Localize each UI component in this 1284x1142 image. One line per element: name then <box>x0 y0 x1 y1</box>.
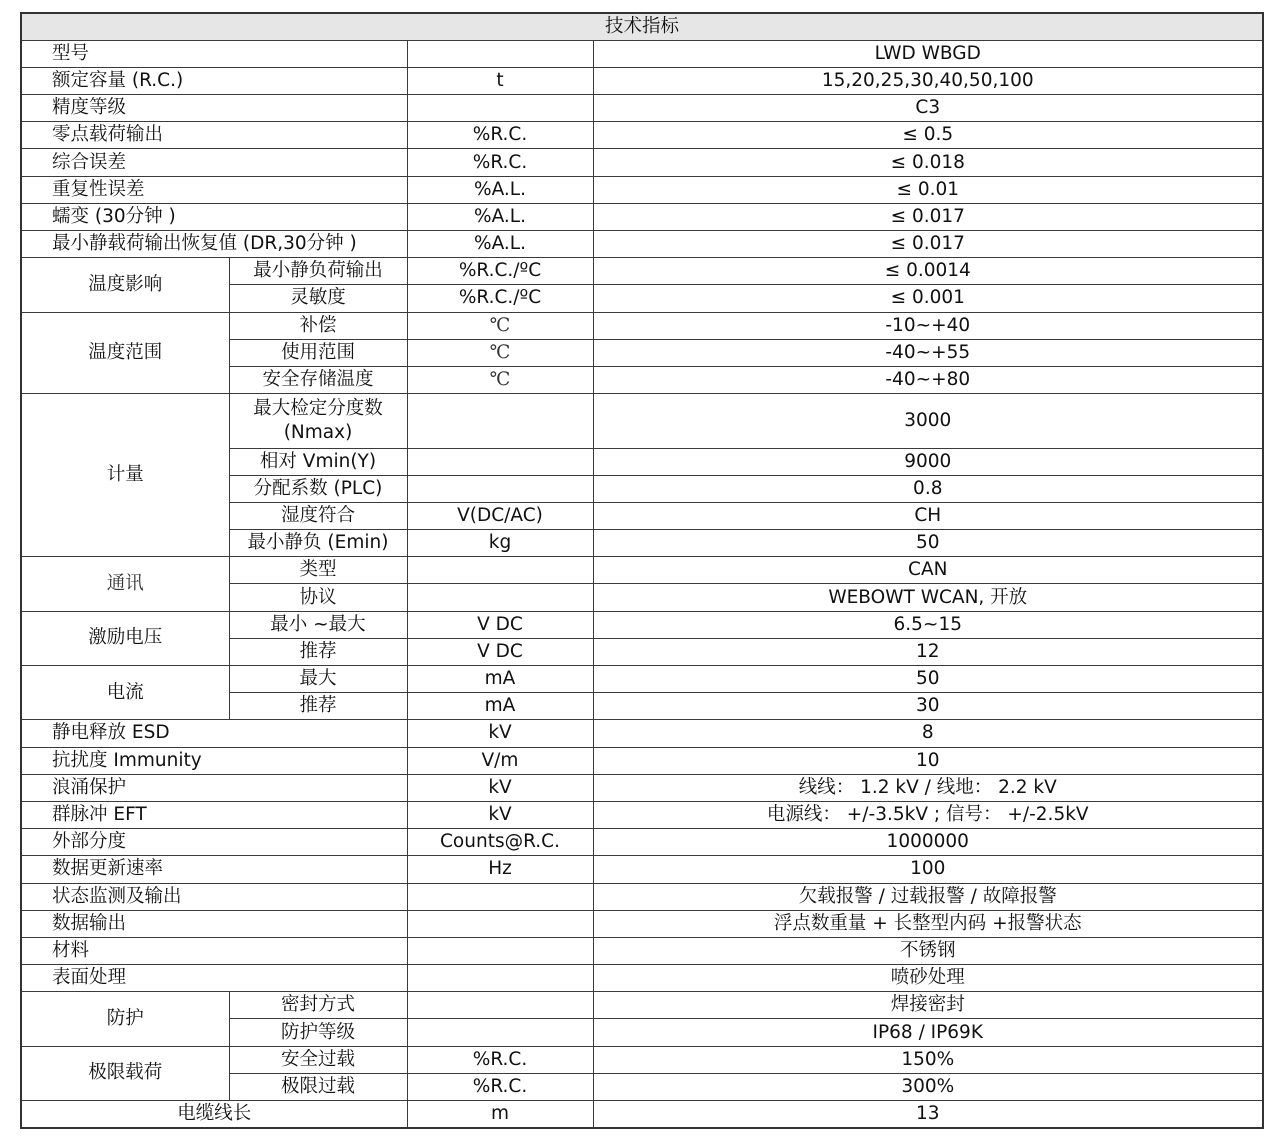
unit-cell <box>407 883 593 910</box>
table-row <box>21 965 1263 992</box>
param-label: 表面处理 <box>21 965 407 992</box>
unit-cell: ℃ <box>407 339 593 366</box>
unit-cell <box>407 937 593 964</box>
value-cell: 焊接密封 <box>593 992 1263 1019</box>
sub-label: 湿度符合 <box>229 502 407 529</box>
value-cell: 6.5~15 <box>593 611 1263 638</box>
table-row <box>21 883 1263 910</box>
sub-label: 最大 <box>229 666 407 693</box>
value-cell: 50 <box>593 666 1263 693</box>
param-label: 最小静载荷输出恢复值 (DR,30分钟 ) <box>21 231 407 258</box>
value-cell: 不锈钢 <box>593 937 1263 964</box>
unit-cell <box>407 40 593 67</box>
unit-cell: V DC <box>407 638 593 665</box>
group-label-excitation: 激励电压 <box>21 611 229 665</box>
unit-cell <box>407 1019 593 1046</box>
value-cell: ≤ 0.018 <box>593 149 1263 176</box>
value-cell: ≤ 0.017 <box>593 231 1263 258</box>
param-label: 静电释放 ESD <box>21 720 407 747</box>
sub-label: 灵敏度 <box>229 285 407 312</box>
unit-cell <box>407 584 593 611</box>
sub-label: 最小静负荷输出 <box>229 258 407 285</box>
unit-cell: V(DC/AC) <box>407 502 593 529</box>
unit-cell: ℃ <box>407 312 593 339</box>
value-cell: 浮点数重量 + 长整型内码 +报警状态 <box>593 910 1263 937</box>
table-row <box>21 149 1263 176</box>
unit-cell: %R.C. <box>407 1073 593 1100</box>
table-row <box>21 67 1263 94</box>
unit-cell: %R.C. <box>407 149 593 176</box>
value-cell: CAN <box>593 557 1263 584</box>
param-label: 电缆线长 <box>21 1101 407 1129</box>
table-row <box>21 611 1263 638</box>
table-row <box>21 910 1263 937</box>
value-cell: -40~+80 <box>593 366 1263 393</box>
param-label: 状态监测及输出 <box>21 883 407 910</box>
unit-cell: %R.C. <box>407 1046 593 1073</box>
value-cell: 10 <box>593 747 1263 774</box>
table-row <box>21 666 1263 693</box>
unit-cell: %R.C./ºC <box>407 285 593 312</box>
group-label-limit-load: 极限载荷 <box>21 1046 229 1100</box>
unit-cell <box>407 557 593 584</box>
sub-label: 分配系数 (PLC) <box>229 475 407 502</box>
unit-cell <box>407 394 593 448</box>
spec-table <box>20 12 1264 1129</box>
param-label: 数据输出 <box>21 910 407 937</box>
table-row <box>21 801 1263 828</box>
unit-cell <box>407 965 593 992</box>
value-cell: 3000 <box>593 394 1263 448</box>
value-cell: 12 <box>593 638 1263 665</box>
value-cell: 300% <box>593 1073 1263 1100</box>
table-row <box>21 720 1263 747</box>
sub-label: 推荐 <box>229 693 407 720</box>
table-row <box>21 829 1263 856</box>
param-label: 数据更新速率 <box>21 856 407 883</box>
unit-cell: %A.L. <box>407 176 593 203</box>
unit-cell: m <box>407 1101 593 1129</box>
param-label: 抗扰度 Immunity <box>21 747 407 774</box>
value-cell: 150% <box>593 1046 1263 1073</box>
table-row <box>21 557 1263 584</box>
param-label: 群脉冲 EFT <box>21 801 407 828</box>
value-cell: 13 <box>593 1101 1263 1129</box>
param-label: 蠕变 (30分钟 ) <box>21 203 407 230</box>
value-cell: ≤ 0.5 <box>593 122 1263 149</box>
sub-label: 补偿 <box>229 312 407 339</box>
unit-cell <box>407 910 593 937</box>
value-cell: 1000000 <box>593 829 1263 856</box>
param-label: 外部分度 <box>21 829 407 856</box>
param-label: 额定容量 (R.C.) <box>21 67 407 94</box>
value-cell: 100 <box>593 856 1263 883</box>
table-row <box>21 1101 1263 1129</box>
unit-cell <box>407 992 593 1019</box>
sub-label: 推荐 <box>229 638 407 665</box>
value-cell: 0.8 <box>593 475 1263 502</box>
table-row <box>21 203 1263 230</box>
group-label-metrology: 计量 <box>21 394 229 557</box>
unit-cell: kV <box>407 774 593 801</box>
table-row <box>21 312 1263 339</box>
value-cell: 30 <box>593 693 1263 720</box>
table-title: 技术指标 <box>21 13 1263 40</box>
unit-cell <box>407 95 593 122</box>
table-row <box>21 122 1263 149</box>
table-row <box>21 394 1263 448</box>
unit-cell: %R.C. <box>407 122 593 149</box>
group-label-protection: 防护 <box>21 992 229 1046</box>
value-cell: -40~+55 <box>593 339 1263 366</box>
sub-label: 最小 ~最大 <box>229 611 407 638</box>
table-row <box>21 856 1263 883</box>
value-cell: 欠载报警 / 过载报警 / 故障报警 <box>593 883 1263 910</box>
unit-cell: kV <box>407 720 593 747</box>
param-label: 材料 <box>21 937 407 964</box>
unit-cell: Counts@R.C. <box>407 829 593 856</box>
value-cell: 电源线： +/-3.5kV ; 信号： +/-2.5kV <box>593 801 1263 828</box>
table-row <box>21 1046 1263 1073</box>
value-cell: -10~+40 <box>593 312 1263 339</box>
unit-cell: kg <box>407 530 593 557</box>
sub-label: 安全存储温度 <box>229 366 407 393</box>
value-cell: 15,20,25,30,40,50,100 <box>593 67 1263 94</box>
unit-cell: ℃ <box>407 366 593 393</box>
value-cell: ≤ 0.017 <box>593 203 1263 230</box>
sub-label: 防护等级 <box>229 1019 407 1046</box>
unit-cell: V DC <box>407 611 593 638</box>
sub-label: 类型 <box>229 557 407 584</box>
sub-label: 协议 <box>229 584 407 611</box>
unit-cell: kV <box>407 801 593 828</box>
sub-label: 最小静负 (Emin) <box>229 530 407 557</box>
table-row <box>21 258 1263 285</box>
param-label: 综合误差 <box>21 149 407 176</box>
value-cell: 喷砂处理 <box>593 965 1263 992</box>
value-cell: 9000 <box>593 448 1263 475</box>
unit-cell: %A.L. <box>407 203 593 230</box>
group-label-temp-range: 温度范围 <box>21 312 229 394</box>
value-cell: C3 <box>593 95 1263 122</box>
table-row <box>21 992 1263 1019</box>
table-row <box>21 747 1263 774</box>
value-cell: 50 <box>593 530 1263 557</box>
table-row <box>21 176 1263 203</box>
value-cell: IP68 / IP69K <box>593 1019 1263 1046</box>
unit-cell: Hz <box>407 856 593 883</box>
sub-label: 密封方式 <box>229 992 407 1019</box>
value-cell: WEBOWT WCAN, 开放 <box>593 584 1263 611</box>
table-row <box>21 937 1263 964</box>
param-label: 型号 <box>21 40 407 67</box>
value-cell: ≤ 0.01 <box>593 176 1263 203</box>
sub-label: 使用范围 <box>229 339 407 366</box>
param-label: 浪涌保护 <box>21 774 407 801</box>
table-row <box>21 95 1263 122</box>
sub-label: 最大检定分度数 (Nmax) <box>229 394 407 448</box>
value-cell: CH <box>593 502 1263 529</box>
value-cell: 8 <box>593 720 1263 747</box>
unit-cell: %R.C./ºC <box>407 258 593 285</box>
unit-cell: V/m <box>407 747 593 774</box>
table-row <box>21 774 1263 801</box>
unit-cell: %A.L. <box>407 231 593 258</box>
group-label-comm: 通讯 <box>21 557 229 611</box>
sub-label: 安全过载 <box>229 1046 407 1073</box>
value-cell: LWD WBGD <box>593 40 1263 67</box>
group-label-current: 电流 <box>21 666 229 720</box>
unit-cell: mA <box>407 693 593 720</box>
param-label: 重复性误差 <box>21 176 407 203</box>
param-label: 精度等级 <box>21 95 407 122</box>
table-row <box>21 40 1263 67</box>
unit-cell: mA <box>407 666 593 693</box>
unit-cell <box>407 448 593 475</box>
param-label: 零点载荷输出 <box>21 122 407 149</box>
unit-cell: t <box>407 67 593 94</box>
sub-label: 相对 Vmin(Y) <box>229 448 407 475</box>
group-label-temp-effect: 温度影响 <box>21 258 229 312</box>
unit-cell <box>407 475 593 502</box>
table-title-row <box>21 13 1263 40</box>
value-cell: ≤ 0.0014 <box>593 258 1263 285</box>
sub-label: 极限过载 <box>229 1073 407 1100</box>
table-row <box>21 231 1263 258</box>
value-cell: ≤ 0.001 <box>593 285 1263 312</box>
value-cell: 线线： 1.2 kV / 线地： 2.2 kV <box>593 774 1263 801</box>
